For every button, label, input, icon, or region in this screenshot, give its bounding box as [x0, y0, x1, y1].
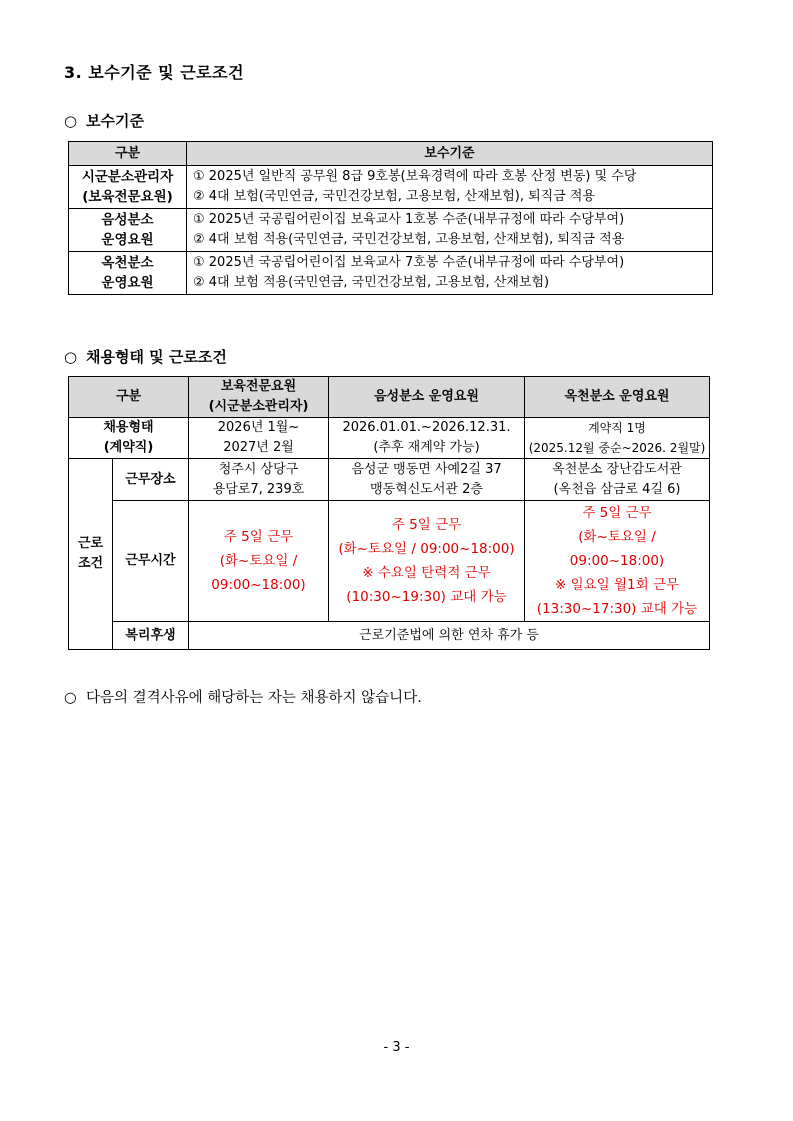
disqualification-text: 다음의 결격사유에 해당하는 자는 채용하지 않습니다.	[86, 690, 422, 706]
conditions-table	[68, 376, 710, 650]
row-category: 음성분소 운영요원	[69, 209, 187, 252]
col-header-category: 구분	[69, 142, 187, 166]
col-header-pay: 보수기준	[187, 142, 713, 166]
circle-marker-icon: ○	[64, 112, 78, 130]
workplace-value: 음성군 맹동면 사예2길 37 맹동혁신도서관 2층	[329, 459, 525, 501]
welfare-value: 근로기준법에 의한 연차 휴가 등	[189, 622, 710, 650]
col-header-eumseong: 음성분소 운영요원	[329, 377, 525, 418]
subsection-title-conditions	[64, 346, 227, 367]
hours-value: 주 5일 근무 (화~토요일 / 09:00~18:00)	[189, 501, 329, 622]
row-items	[187, 209, 713, 252]
row-category: 옥천분소 운영요원	[69, 252, 187, 295]
hours-label: 근무시간	[113, 501, 189, 622]
subsection-title-pay-text: 보수기준	[86, 112, 144, 130]
hours-value: 주 5일 근무 (화~토요일 / 09:00~18:00) ※ 일요일 월1회 근무 (13:30~17:30) 교대 가능	[525, 501, 710, 622]
circle-marker-icon: ○	[64, 690, 77, 706]
workplace-label: 근무장소	[113, 459, 189, 501]
pay-item: ① 2025년 국공립어린이집 보육교사 1호봉 수준(내부규정에 따라 수당부여)	[193, 212, 625, 227]
pay-item: ② 4대 보험(국민연금, 국민건강보험, 고용보험, 산재보험), 퇴직금 적용	[193, 189, 596, 204]
welfare-label: 복리후생	[113, 622, 189, 650]
col-header-specialist: 보육전문요원 (시군분소관리자)	[189, 377, 329, 418]
pay-item: ① 2025년 일반직 공무원 8급 9호봉(보육경력에 따라 호봉 산정 변동) 및 수당	[193, 169, 637, 184]
employment-value: 계약직 1명 (2025.12월 중순~2026. 2월말)	[525, 418, 710, 459]
col-header-category: 구분	[69, 377, 189, 418]
subsection-title-conditions-text: 채용형태 및 근로조건	[86, 348, 227, 366]
disqualification-note	[64, 686, 422, 707]
workplace-value: 옥천분소 장난감도서관 (옥천읍 삼금로 4길 6)	[525, 459, 710, 501]
pay-table	[68, 141, 713, 295]
employment-value: 2026.01.01.~2026.12.31. (추후 재계약 가능)	[329, 418, 525, 459]
hours-value: 주 5일 근무 (화~토요일 / 09:00~18:00) ※ 수요일 탄력적 근무 (10:30~19:30) 교대 가능	[329, 501, 525, 622]
pay-item: ① 2025년 국공립어린이집 보육교사 7호봉 수준(내부규정에 따라 수당부여)	[193, 255, 625, 270]
pay-item: ② 4대 보험 적용(국민연금, 국민건강보험, 고용보험, 산재보험), 퇴직금 적용	[193, 232, 625, 247]
workplace-value: 청주시 상당구 용담로7, 239호	[189, 459, 329, 501]
row-items	[187, 252, 713, 295]
row-category: 시군분소관리자 (보육전문요원)	[69, 166, 187, 209]
col-header-okcheon: 옥천분소 운영요원	[525, 377, 710, 418]
page-number: - 3 -	[383, 1040, 410, 1055]
employment-value: 2026년 1월~ 2027년 2월	[189, 418, 329, 459]
employment-label: 채용형태 (계약직)	[69, 418, 189, 459]
row-items	[187, 166, 713, 209]
working-conditions-label: 근로 조건	[69, 459, 113, 650]
section-heading: 3. 보수기준 및 근로조건	[64, 63, 245, 82]
subsection-title-pay	[64, 110, 144, 131]
circle-marker-icon: ○	[64, 348, 78, 366]
pay-item: ② 4대 보험 적용(국민연금, 국민건강보험, 고용보험, 산재보험)	[193, 275, 550, 290]
